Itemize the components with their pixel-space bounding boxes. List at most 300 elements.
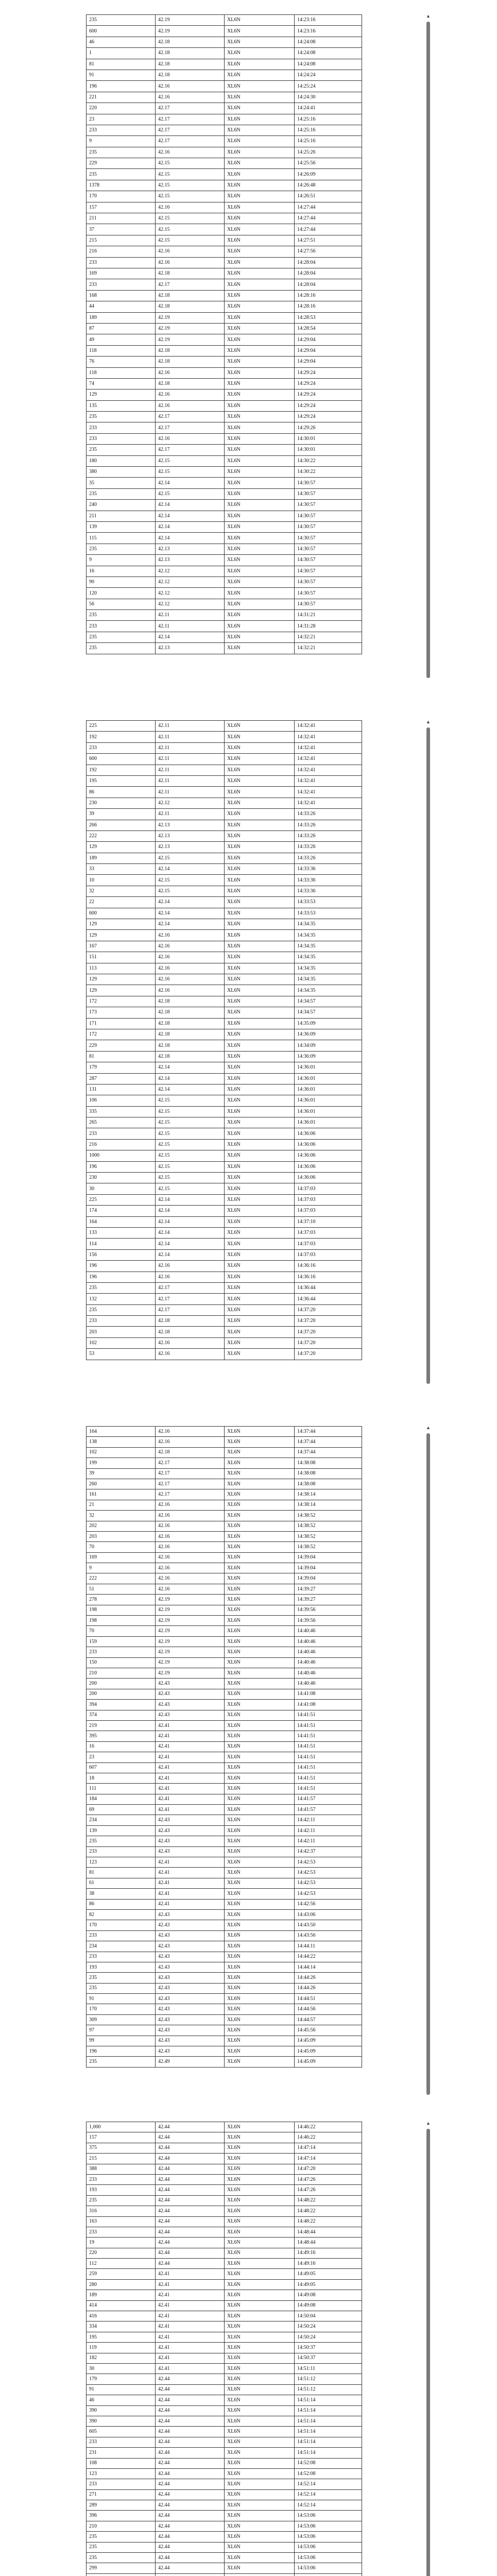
- volume-cell: 102: [87, 1337, 156, 1348]
- volume-cell: 200: [87, 1689, 156, 1699]
- time-cell: 14:32:41: [295, 798, 362, 808]
- price-cell: 42.17: [156, 1304, 225, 1315]
- volume-cell: 390: [87, 2416, 156, 2426]
- time-cell: 14:27:44: [295, 213, 362, 224]
- table-row: [87, 488, 362, 499]
- volume-cell: 198: [87, 1616, 156, 1626]
- volume-cell: 76: [87, 357, 156, 367]
- volume-cell: 35: [87, 478, 156, 488]
- price-cell: 42.18: [156, 1007, 225, 1018]
- volume-cell: 271: [87, 2489, 156, 2500]
- volume-cell: 235: [87, 2057, 156, 2067]
- price-cell: 42.43: [156, 1700, 225, 1710]
- table-row: [87, 952, 362, 963]
- table-row: [87, 290, 362, 301]
- table-row: [87, 1183, 362, 1194]
- price-cell: 42.43: [156, 1679, 225, 1689]
- time-cell: 14:44:56: [295, 2004, 362, 2014]
- time-cell: 14:30:57: [295, 588, 362, 599]
- price-cell: 42.14: [156, 1194, 225, 1205]
- venue-cell: XL6N: [225, 1836, 295, 1846]
- volume-cell: 233: [87, 433, 156, 444]
- time-cell: 14:38:52: [295, 1521, 362, 1531]
- volume-cell: 233: [87, 279, 156, 290]
- time-cell: 14:36:44: [295, 1282, 362, 1293]
- volume-cell: 414: [87, 2300, 156, 2311]
- venue-cell: XL6N: [225, 467, 295, 478]
- scroll-thumb[interactable]: [426, 2129, 430, 2576]
- table-row: [87, 1941, 362, 1952]
- time-cell: 14:30:57: [295, 555, 362, 566]
- volume-cell: 44: [87, 301, 156, 312]
- time-cell: [295, 2573, 362, 2576]
- table-row: [87, 1511, 362, 1521]
- time-cell: 14:42:11: [295, 1836, 362, 1846]
- price-cell: 42.41: [156, 1794, 225, 1804]
- price-cell: 42.15: [156, 1106, 225, 1117]
- table-row: [87, 1784, 362, 1794]
- time-cell: 14:29:24: [295, 400, 362, 411]
- volume-cell: 280: [87, 2279, 156, 2290]
- table-row: [87, 1542, 362, 1552]
- volume-cell: 115: [87, 533, 156, 544]
- price-cell: 42.44: [156, 2143, 225, 2153]
- table-row: [87, 257, 362, 268]
- volume-cell: 33: [87, 864, 156, 875]
- price-cell: 42.12: [156, 599, 225, 609]
- price-cell: 42.15: [156, 488, 225, 499]
- price-cell: 42.43: [156, 1983, 225, 1993]
- volume-cell: 278: [87, 1595, 156, 1605]
- time-cell: 14:32:21: [295, 643, 362, 654]
- price-cell: 42.44: [156, 2248, 225, 2258]
- grid-panel-4: [0, 2117, 497, 2576]
- time-cell: 14:46:22: [295, 2132, 362, 2143]
- time-cell: 14:44:11: [295, 1941, 362, 1952]
- time-cell: 14:53:06: [295, 2553, 362, 2563]
- venue-cell: XL6N: [225, 632, 295, 642]
- price-cell: 42.15: [156, 224, 225, 235]
- price-cell: 42.16: [156, 1573, 225, 1584]
- price-cell: 42.44: [156, 2511, 225, 2521]
- venue-cell: XL6N: [225, 478, 295, 488]
- time-cell: 14:34:35: [295, 941, 362, 952]
- price-cell: 42.19: [156, 26, 225, 37]
- time-cell: 14:41:51: [295, 1752, 362, 1762]
- venue-cell: XL6N: [225, 588, 295, 599]
- price-cell: 42.44: [156, 2259, 225, 2269]
- venue-cell: XL6N: [225, 974, 295, 985]
- price-cell: 42.16: [156, 1542, 225, 1552]
- table-row: [87, 2004, 362, 2014]
- time-cell: 14:41:08: [295, 1689, 362, 1699]
- time-cell: 14:24:08: [295, 37, 362, 47]
- data-table: [86, 720, 362, 1360]
- table-row: [87, 2521, 362, 2531]
- volume-cell: 202: [87, 1521, 156, 1531]
- venue-cell: XL6N: [225, 1239, 295, 1249]
- price-cell: 42.17: [156, 103, 225, 114]
- table-row: [87, 1106, 362, 1117]
- venue-cell: XL6N: [225, 1857, 295, 1868]
- volume-cell: 131: [87, 1084, 156, 1095]
- time-cell: 14:48:22: [295, 2216, 362, 2227]
- volume-cell: 235: [87, 544, 156, 554]
- venue-cell: XL6N: [225, 1994, 295, 2004]
- price-cell: 42.44: [156, 2122, 225, 2132]
- price-cell: 42.43: [156, 1846, 225, 1857]
- volume-cell: 174: [87, 1206, 156, 1216]
- volume-cell: 225: [87, 721, 156, 732]
- venue-cell: XL6N: [225, 2416, 295, 2426]
- table-row: [87, 2479, 362, 2489]
- venue-cell: XL6N: [225, 1194, 295, 1205]
- table-row: [87, 919, 362, 930]
- venue-cell: XL6N: [225, 37, 295, 47]
- price-cell: 42.43: [156, 1825, 225, 1836]
- volume-cell: 129: [87, 842, 156, 853]
- table-row: [87, 2036, 362, 2046]
- venue-cell: XL6N: [225, 1689, 295, 1699]
- volume-cell: 600: [87, 908, 156, 919]
- table-row: [87, 103, 362, 114]
- price-cell: 42.16: [156, 1427, 225, 1437]
- table-row: [87, 1128, 362, 1139]
- price-cell: 42.15: [156, 1173, 225, 1183]
- price-cell: 42.19: [156, 1636, 225, 1647]
- venue-cell: XL6N: [225, 1962, 295, 1972]
- volume-cell: 173: [87, 1007, 156, 1018]
- price-cell: 42.44: [156, 2458, 225, 2468]
- volume-cell: 309: [87, 2014, 156, 2025]
- volume-cell: 259: [87, 2269, 156, 2279]
- time-cell: 14:36:16: [295, 1261, 362, 1272]
- venue-cell: XL6N: [225, 1773, 295, 1783]
- price-cell: 42.19: [156, 1647, 225, 1657]
- time-cell: 14:45:09: [295, 2036, 362, 2046]
- volume-cell: 299: [87, 2563, 156, 2573]
- price-cell: 42.41: [156, 1889, 225, 1899]
- time-cell: 14:51:14: [295, 2448, 362, 2458]
- time-cell: 14:41:51: [295, 1731, 362, 1741]
- price-cell: 42.16: [156, 202, 225, 213]
- volume-cell: 233: [87, 1647, 156, 1657]
- table-row: [87, 92, 362, 103]
- price-cell: 42.13: [156, 544, 225, 554]
- time-cell: 14:37:03: [295, 1183, 362, 1194]
- volume-cell: 113: [87, 963, 156, 974]
- time-cell: 14:27:44: [295, 202, 362, 213]
- table-row: [87, 1073, 362, 1084]
- venue-cell: XL6N: [225, 555, 295, 566]
- table-row: [87, 412, 362, 422]
- venue-cell: XL6N: [225, 2353, 295, 2363]
- venue-cell: XL6N: [225, 754, 295, 765]
- price-cell: 42.16: [156, 81, 225, 92]
- table-row: [87, 26, 362, 37]
- vertical-scrollbar[interactable]: [425, 1425, 432, 2095]
- time-cell: 14:30:57: [295, 500, 362, 511]
- table-row: [87, 213, 362, 224]
- time-cell: 14:39:27: [295, 1584, 362, 1594]
- volume-cell: 195: [87, 2332, 156, 2342]
- scroll-thumb[interactable]: [426, 22, 430, 678]
- scroll-thumb[interactable]: [426, 1433, 430, 2095]
- venue-cell: XL6N: [225, 2321, 295, 2332]
- venue-cell: XL6N: [225, 70, 295, 80]
- volume-cell: 198: [87, 1605, 156, 1615]
- scroll-up-arrow-icon[interactable]: ▲: [426, 719, 431, 724]
- venue-cell: XL6N: [225, 2384, 295, 2395]
- time-cell: 14:51:12: [295, 2374, 362, 2384]
- venue-cell: XL6N: [225, 775, 295, 786]
- volume-cell: 189: [87, 312, 156, 323]
- venue-cell: XL6N: [225, 1815, 295, 1825]
- venue-cell: XL6N: [225, 599, 295, 609]
- price-cell: 42.41: [156, 2363, 225, 2374]
- price-cell: 42.11: [156, 765, 225, 775]
- time-cell: 14:23:16: [295, 26, 362, 37]
- volume-cell: 287: [87, 1073, 156, 1084]
- table-row: [87, 1479, 362, 1489]
- table-row: [87, 798, 362, 808]
- price-cell: 42.18: [156, 70, 225, 80]
- volume-cell: 388: [87, 2164, 156, 2174]
- venue-cell: XL6N: [225, 2132, 295, 2143]
- time-cell: 14:40:46: [295, 1636, 362, 1647]
- time-cell: 14:52:14: [295, 2479, 362, 2489]
- venue-cell: XL6N: [225, 1542, 295, 1552]
- time-cell: 14:49:08: [295, 2290, 362, 2300]
- venue-cell: XL6N: [225, 1878, 295, 1888]
- price-cell: 42.44: [156, 2174, 225, 2184]
- venue-cell: XL6N: [225, 389, 295, 400]
- time-cell: 14:24:24: [295, 70, 362, 80]
- venue-cell: XL6N: [225, 1679, 295, 1689]
- time-cell: 14:36:06: [295, 1150, 362, 1161]
- price-cell: 42.44: [156, 2238, 225, 2248]
- venue-cell: XL6N: [225, 2458, 295, 2468]
- time-cell: 14:42:53: [295, 1878, 362, 1888]
- venue-cell: XL6N: [225, 2206, 295, 2216]
- table-row: [87, 2489, 362, 2500]
- price-cell: 42.44: [156, 2185, 225, 2195]
- volume-cell: 179: [87, 1062, 156, 1073]
- venue-cell: [225, 2573, 295, 2576]
- venue-cell: XL6N: [225, 1183, 295, 1194]
- volume-cell: 74: [87, 378, 156, 389]
- time-cell: 14:30:57: [295, 511, 362, 521]
- volume-cell: 192: [87, 765, 156, 775]
- table-row: [87, 1552, 362, 1563]
- price-cell: 42.15: [156, 235, 225, 246]
- price-cell: 42.14: [156, 1227, 225, 1238]
- venue-cell: XL6N: [225, 1657, 295, 1668]
- table-row: [87, 1994, 362, 2004]
- price-cell: 42.19: [156, 1657, 225, 1668]
- time-cell: 14:39:04: [295, 1563, 362, 1573]
- price-cell: 42.16: [156, 1261, 225, 1272]
- time-cell: 14:36:01: [295, 1106, 362, 1117]
- time-cell: 14:47:26: [295, 2185, 362, 2195]
- time-cell: 14:32:41: [295, 721, 362, 732]
- table-row: [87, 1531, 362, 1541]
- venue-cell: XL6N: [225, 820, 295, 831]
- table-row: [87, 1062, 362, 1073]
- price-cell: 42.41: [156, 1857, 225, 1868]
- venue-cell: XL6N: [225, 1095, 295, 1106]
- venue-cell: XL6N: [225, 312, 295, 323]
- table-row: [87, 820, 362, 831]
- venue-cell: XL6N: [225, 1479, 295, 1489]
- scroll-up-arrow-icon[interactable]: ▲: [426, 1425, 431, 1430]
- price-cell: 42.18: [156, 1447, 225, 1458]
- table-row: [87, 1909, 362, 1920]
- price-cell: 42.14: [156, 533, 225, 544]
- volume-cell: 189: [87, 2290, 156, 2300]
- volume-cell: 120: [87, 588, 156, 599]
- price-cell: 42.44: [156, 2416, 225, 2426]
- venue-cell: XL6N: [225, 1595, 295, 1605]
- price-cell: 42.15: [156, 213, 225, 224]
- price-cell: [156, 2573, 225, 2576]
- time-cell: 14:32:41: [295, 742, 362, 753]
- venue-cell: XL6N: [225, 2532, 295, 2542]
- table-row: [87, 886, 362, 896]
- table-row: [87, 897, 362, 908]
- volume-cell: 235: [87, 2542, 156, 2552]
- table-row: [87, 1458, 362, 1468]
- price-cell: 42.15: [156, 169, 225, 180]
- vertical-scrollbar[interactable]: [425, 719, 432, 1384]
- time-cell: 14:52:14: [295, 2489, 362, 2500]
- table-row: [87, 1521, 362, 1531]
- vertical-scrollbar[interactable]: [425, 13, 432, 678]
- price-cell: 42.44: [156, 2206, 225, 2216]
- venue-cell: XL6N: [225, 952, 295, 963]
- time-cell: 14:51:14: [295, 2427, 362, 2437]
- venue-cell: XL6N: [225, 2122, 295, 2132]
- volume-cell: 196: [87, 1161, 156, 1172]
- venue-cell: XL6N: [225, 919, 295, 930]
- price-cell: 42.17: [156, 1458, 225, 1468]
- price-cell: 42.16: [156, 367, 225, 378]
- venue-cell: XL6N: [225, 1531, 295, 1541]
- time-cell: 14:42:53: [295, 1868, 362, 1878]
- table-row: [87, 742, 362, 753]
- table-row: [87, 478, 362, 488]
- table-row: [87, 1689, 362, 1699]
- time-cell: 14:46:22: [295, 2122, 362, 2132]
- table-row: [87, 202, 362, 213]
- table-row: [87, 941, 362, 952]
- venue-cell: XL6N: [225, 2164, 295, 2174]
- venue-cell: XL6N: [225, 1983, 295, 1993]
- venue-cell: XL6N: [225, 809, 295, 820]
- price-cell: 42.18: [156, 268, 225, 279]
- table-row: [87, 1983, 362, 1993]
- data-table: [86, 2122, 362, 2576]
- time-cell: 14:24:08: [295, 59, 362, 70]
- price-cell: 42.16: [156, 974, 225, 985]
- time-cell: 14:32:21: [295, 632, 362, 642]
- scroll-thumb[interactable]: [426, 727, 430, 1384]
- volume-cell: 260: [87, 1479, 156, 1489]
- venue-cell: XL6N: [225, 1636, 295, 1647]
- price-cell: 42.16: [156, 985, 225, 996]
- time-cell: 14:37:20: [295, 1349, 362, 1360]
- volume-cell: 196: [87, 1272, 156, 1282]
- volume-cell: 139: [87, 521, 156, 532]
- table-row: [87, 1899, 362, 1909]
- volume-cell: 49: [87, 334, 156, 345]
- time-cell: 14:51:14: [295, 2416, 362, 2426]
- time-cell: 14:26:48: [295, 180, 362, 191]
- volume-cell: 235: [87, 412, 156, 422]
- time-cell: 14:49:16: [295, 2259, 362, 2269]
- volume-cell: 235: [87, 488, 156, 499]
- volume-cell: 233: [87, 257, 156, 268]
- price-cell: 42.41: [156, 2353, 225, 2363]
- price-cell: 42.44: [156, 2468, 225, 2479]
- table-row: [87, 2195, 362, 2206]
- time-cell: 14:31:21: [295, 610, 362, 621]
- volume-cell: 163: [87, 2216, 156, 2227]
- venue-cell: XL6N: [225, 1084, 295, 1095]
- price-cell: 42.19: [156, 323, 225, 334]
- time-cell: 14:27:51: [295, 235, 362, 246]
- venue-cell: XL6N: [225, 2521, 295, 2531]
- table-row: [87, 555, 362, 566]
- volume-cell: 19: [87, 2238, 156, 2248]
- time-cell: 14:37:10: [295, 1216, 362, 1227]
- venue-cell: XL6N: [225, 1249, 295, 1260]
- volume-cell: 196: [87, 81, 156, 92]
- time-cell: 14:48:44: [295, 2227, 362, 2237]
- table-row: [87, 1930, 362, 1941]
- volume-cell: 193: [87, 1962, 156, 1972]
- volume-cell: 172: [87, 1029, 156, 1040]
- table-row: [87, 455, 362, 466]
- venue-cell: XL6N: [225, 732, 295, 742]
- venue-cell: XL6N: [225, 1458, 295, 1468]
- volume-cell: 221: [87, 92, 156, 103]
- vertical-scrollbar[interactable]: [425, 2121, 432, 2576]
- volume-cell: 157: [87, 2132, 156, 2143]
- price-cell: 42.44: [156, 2521, 225, 2531]
- price-cell: 42.43: [156, 1962, 225, 1972]
- table-row: [87, 1626, 362, 1636]
- price-cell: 42.17: [156, 114, 225, 125]
- volume-cell: 265: [87, 1117, 156, 1128]
- price-cell: 42.18: [156, 290, 225, 301]
- time-cell: 14:53:06: [295, 2563, 362, 2573]
- time-cell: 14:24:08: [295, 48, 362, 59]
- scroll-up-arrow-icon[interactable]: ▲: [426, 2121, 431, 2126]
- price-cell: 42.43: [156, 2014, 225, 2025]
- venue-cell: XL6N: [225, 125, 295, 135]
- venue-cell: XL6N: [225, 422, 295, 433]
- volume-cell: 233: [87, 621, 156, 632]
- price-cell: 42.15: [156, 1128, 225, 1139]
- volume-cell: 235: [87, 610, 156, 621]
- table-row: [87, 2405, 362, 2416]
- table-row: [87, 59, 362, 70]
- table-row: [87, 621, 362, 632]
- table-row: [87, 1647, 362, 1657]
- scroll-up-arrow-icon[interactable]: ▲: [426, 13, 431, 19]
- volume-cell: 9: [87, 555, 156, 566]
